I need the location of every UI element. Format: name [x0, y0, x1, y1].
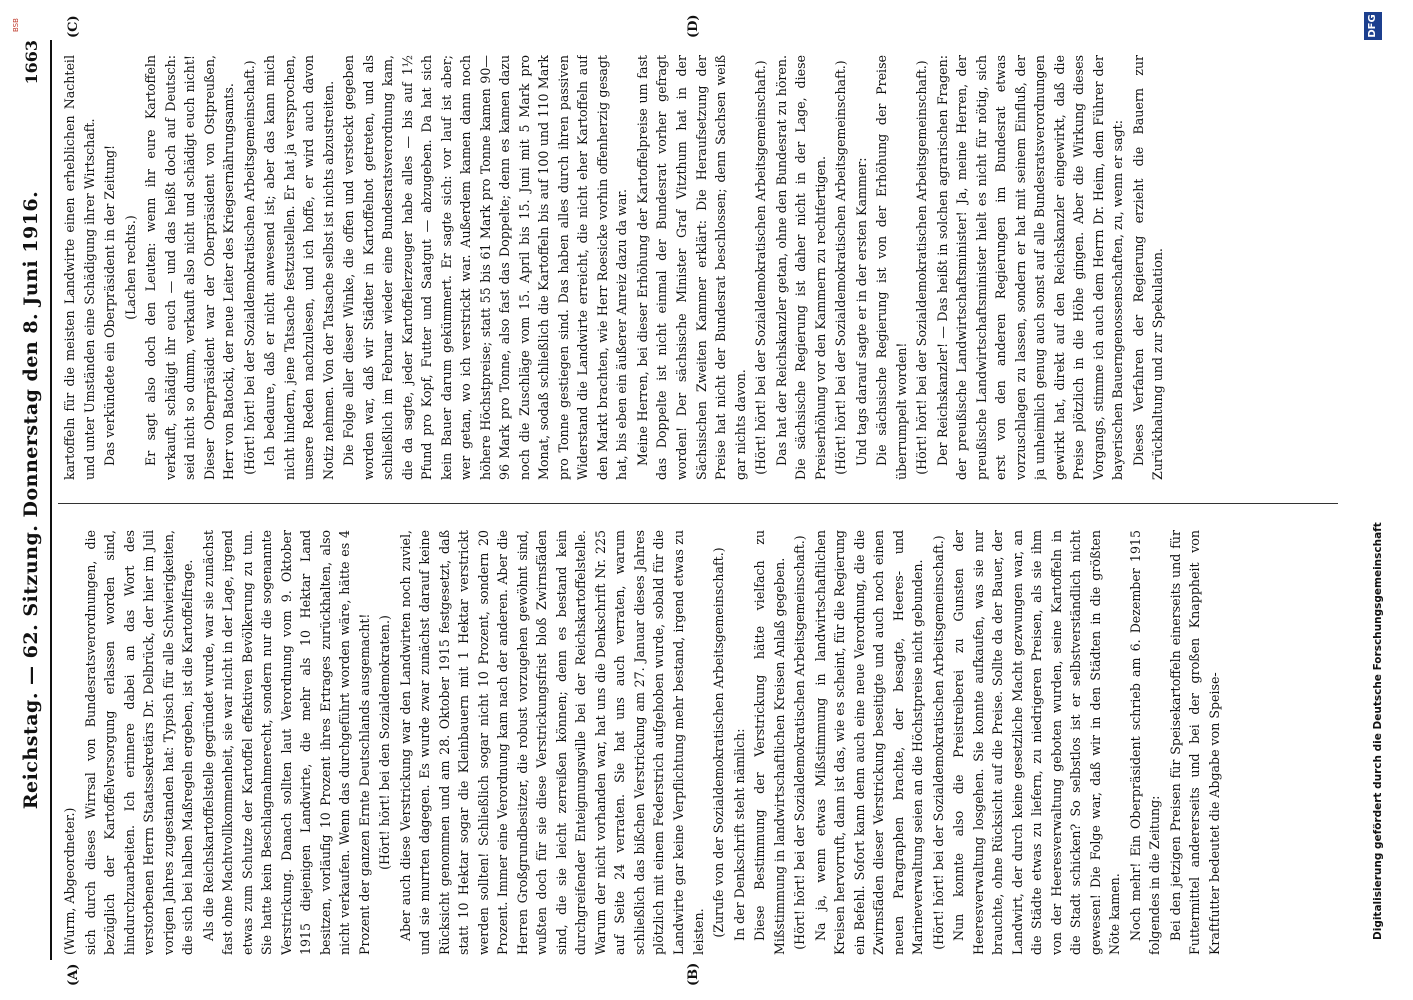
margin-marker-a: (A): [66, 963, 81, 986]
page-title: Reichstag. — 62. Sitzung. Donnerstag den 8. Juni 1916.: [20, 190, 42, 810]
paragraph: Noch mehr! Ein Oberpräsident schrieb am 6. Dezember 1915 folgendes in die Zeitung:: [1127, 530, 1163, 955]
paragraph: (Wurm, Abgeordneter.): [62, 807, 77, 955]
page-number: 1663: [22, 40, 41, 85]
paragraph: Er sagt also doch den Leuten: wenn ihr eure Kartoffeln verkauft, schädigt ihr euch — und das heißt doch auf Deutsch: seid nicht so dumm, verkauft also nicht und schädigt euch nicht! Dieser Oberpräsident war der Oberpräsident von Ostpreußen, Herr von Batocki, der neue Leiter des Kriegsernährungsamts.: [143, 55, 237, 480]
paragraph: sich durch dieses Wirrsal von Bundesratsverordnungen, die bezüglich der Kartoffelversorgung erlassen worden sind, hindurchzuarbeiten. Ich erinnere dabei an das Wort des verstorbenen Herrn Staatssekretärs Dr. Delbrück, der hier im Juli vorigen Jahres zugestanden hat: Typisch für alle Schwierigkeiten, die sich bei halben Maßregeln ergeben, ist die Kartoffelfrage.: [82, 530, 196, 955]
left-column: [60, 530, 1332, 955]
interjection: (Hört! hört! bei der Sozialdemokratischen Arbeitsgemeinschaft.): [792, 535, 808, 950]
column-divider: [58, 503, 1338, 504]
paragraph: Nun konnte also die Preistreiberei zu Gunsten der Heeresverwaltung losgehen. Sie konnte aufkaufen, was sie nur brauchte, ohne Rücksicht auf die Preise. Sollte da der Bauer, der Landwirt, der durch keine gesetzliche Macht gezwungen war, an die Städte etwas zu liefern, zu niedrigeren Preisen, als sie ihm von der Heeresverwaltung geboten wurden, seine Kartoffeln in die Stadt schicken? So selbstlos ist er selbstverständlich nicht gewesen! Die Folge war, daß wir in den Städten in die größten Nöte kamen.: [951, 530, 1123, 955]
interjection: (Hört! hört! bei der Sozialdemokratischen Arbeitsgemeinschaft.): [833, 60, 849, 475]
margin-marker-c: (C): [66, 15, 81, 38]
interjection: (Hört! hört! bei der Sozialdemokratischen Arbeitsgemeinschaft.): [753, 60, 769, 475]
quotation: Bei den jetzigen Preisen für Speisekartoffeln einerseits und für Futtermittel andererseits und bei der großen Knappheit von Kraftfutter bedeutet die Abgabe von Speise-: [1167, 530, 1222, 955]
interjection: (Zurufe von der Sozialdemokratischen Arbeitsgemeinschaft.): [711, 547, 727, 938]
paragraph: In der Denkschrift steht nämlich:: [731, 728, 747, 941]
paragraph: Als die Reichskartoffelstelle gegründet wurde, war sie zunächst fast ohne Machtvollkommenheit, sie war nicht in der Lage, irgend etwas zum Schutze der Kartoffel effektiven Bevölkerung zu tun. Sie hatte kein Beschlagnahmerecht, sondern nur die sogenannte Verstrickung. Danach sollten laut Verordnung vom 9. Oktober 1915 diejenigen Landwirte, die mehr als 10 Hektar Land besitzen, vorläufig 10 Prozent ihres Ertrages zurückhalten, also nicht verkaufen. Wenn das durchgeführt worden wäre, hätte es 4 Prozent der ganzen Ernte Deutschlands ausgemacht!: [200, 530, 372, 955]
quotation: Das hat der Reichskanzler getan, ohne den Bundesrat zu hören. Die sächsische Regierung ist daher nicht in der Lage, diese Preiserhöhung vor den Kammern zu rechtfertigen.: [773, 55, 828, 480]
paragraph: Meine Herren, bei dieser Erhöhung der Kartoffelpreise um fast das Doppelte ist nicht einmal der Bundesrat vorher gefragt worden! Der sächsische Minister Graf Vitzthum hat in der Sächsischen Zweiten Kammer erklärt: Die Heraufsetzung der Preise hat nicht der Bundesrat beschlossen; denn Sachsen weiß gar nichts davon.: [634, 55, 748, 480]
interjection: (Hört! hört! bei der Sozialdemokratischen Arbeitsgemeinschaft.): [930, 535, 946, 950]
paragraph: Und tags darauf sagte er in der ersten Kammer:: [853, 157, 869, 466]
right-column: [60, 55, 1332, 480]
paragraph: Ich bedaure, daß er nicht anwesend ist; aber das kann mich nicht hindern, jene Tatsache festzustellen. Er hat ja versprochen, unsere Reden nachzulesen, und ich hoffe, er wird auch davon Notiz nehmen. Von der Tatsache selbst ist nichts abzustreiten.: [262, 55, 336, 480]
quotation: Dieses Verfahren der Regierung erzieht die Bauern zur Zurückhaltung und zur Spekulation.: [1130, 55, 1166, 480]
margin-marker-d: (D): [686, 14, 701, 38]
interjection: (Hört! hört! bei der Sozialdemokratischen Arbeitsgemeinschaft.): [241, 60, 257, 475]
margin-marker-b: (B): [686, 962, 701, 986]
paragraph: Na ja, wenn etwas Mißstimmung in landwirtschaftlichen Kreisen hervorruft, dann ist das, wie es scheint, für die Regierung ein Befehl. Sofort kann denn auch eine neue Verordnung, die die Zwirnsfäden dieser Verstrickung beseitigte und auch noch einen neuen Paragraphen brachte, der besagte, Heeres- und Marineverwaltung seien an die Höchstpreise nicht gebunden.: [812, 530, 926, 955]
quotation: Diese Bestimmung der Verstrickung hätte vielfach zu Mißstimmung in landwirtschaftlichen Kreisen Anlaß gegeben.: [752, 530, 787, 955]
interjection: (Hört! hört! bei den Sozialdemokraten.): [377, 615, 393, 870]
dfg-logo: DFG: [1364, 12, 1382, 40]
interjection: (Lachen rechts.): [122, 215, 138, 320]
library-stamp: BSB: [12, 18, 20, 32]
paragraph: Die Folge aller dieser Winke, die offen und versteckt gegeben worden war, daß wir Städter in Kartoffelnot getreten, und als schließlich im Februar wieder eine Bundesratsverordnung kam, die da sagte, jeder Kartoffelerzeuger habe alles — bis auf 1½ Pfund pro Kopf, Futter und Saatgut — abzugeben. Da hat sich kein Bauer darum gekümmert. Er sagte sich: vor lauf ist aber; wer getan, wo ich verstrickt war. Außerdem kamen dann noch höhere Höchstpreise; statt 55 bis 61 Mark pro Tonne kamen 90—96 Mark pro Tonne, also fast das Doppelte; denn es kamen dazu noch die Zuschläge vom 15. April bis 15. Juni mit 5 Mark pro Monat, sodaß schließlich die Kartoffeln bis auf 100 und 110 Mark pro Tonne gestiegen sind. Das haben alles durch ihren passiven Widerstand die Landwirte erreicht, die nicht eher Kartoffeln auf den Markt brachten, wie Herr Roesicke vorhin offenherzig gesagt hat, bis eben ein äußerer Anreiz dazu da war.: [341, 55, 630, 480]
paragraph: Das verkündete ein Oberpräsident in der Zeitung!: [102, 144, 118, 466]
paragraph: Der Reichskanzler! — Das heißt in solchen agrarischen Fragen: der preußische Landwirtschaftsminister! Ja, meine Herren, der preußische Landwirtschaftsminister hielt es nicht für nötig, sich erst von den anderen Regierungen im Bundesrat etwas vorzuschlagen zu lassen, sondern er hat mit seinem Einfluß, der ja unheimlich genug auch sonst auf alle Bundesratsverordnungen gewirkt hat, direkt auf den Reichskanzler eingewirkt, daß die Preise plötzlich in die Höhe gingen. Aber die Wirkung dieses Vorgangs, stimme ich auch dem Herrn Dr. Heim, dem Führer der bayerischen Bauerngenossenschaften, zu, wenn er sagt:: [934, 55, 1126, 480]
quotation: kartoffeln für die meisten Landwirte einen erheblichen Nachteil und unter Umständen eine Schädigung ihrer Wirtschaft.: [62, 55, 97, 480]
quotation: Die sächsische Regierung ist von der Erhöhung der Preise überrumpelt worden!: [874, 55, 909, 480]
page-header: [18, 40, 52, 960]
digitization-note: Digitalisierung gefördert durch die Deutsche Forschungsgemeinschaft: [1372, 522, 1384, 940]
paragraph: Aber auch diese Verstrickung war den Landwirten noch zuviel, und sie murrten dagegen. Es wurde zwar zunächst darauf keine Rücksicht genommen und am 28. Oktober 1915 festgesetzt, daß statt 10 Hektar sogar die Kleinbauern mit 1 Hektar verstrickt werden sollten! Schließlich sogar nicht 10 Prozent, sondern 20 Prozent. Immer eine Verordnung kam nach der anderen. Aber die Herren Großgrundbesitzer, die robust vorzugehen gewöhnt sind, wußten doch für sie diese Verstrickungsfrist bloß Zwirnsfäden sind, die sie leicht zerreißen können; denn es bestand kein durchgreifender Enteignungswille bei der Reichskartoffelstelle. Warum der nicht vorhanden war, hat uns die Denkschrift Nr. 225 auf Seite 24 verraten. Sie hat uns auch verraten, warum schließlich das bißchen Verstrickung am 27. Januar dieses Jahres plötzlich mit einem Federstrich aufgehoben wurde, sobald für die Landwirte gar keine Verpflichtung mehr bestand, irgend etwas zu leisten.: [397, 530, 706, 955]
interjection: (Hört! hört! bei der Sozialdemokratischen Arbeitsgemeinschaft.): [914, 60, 930, 475]
